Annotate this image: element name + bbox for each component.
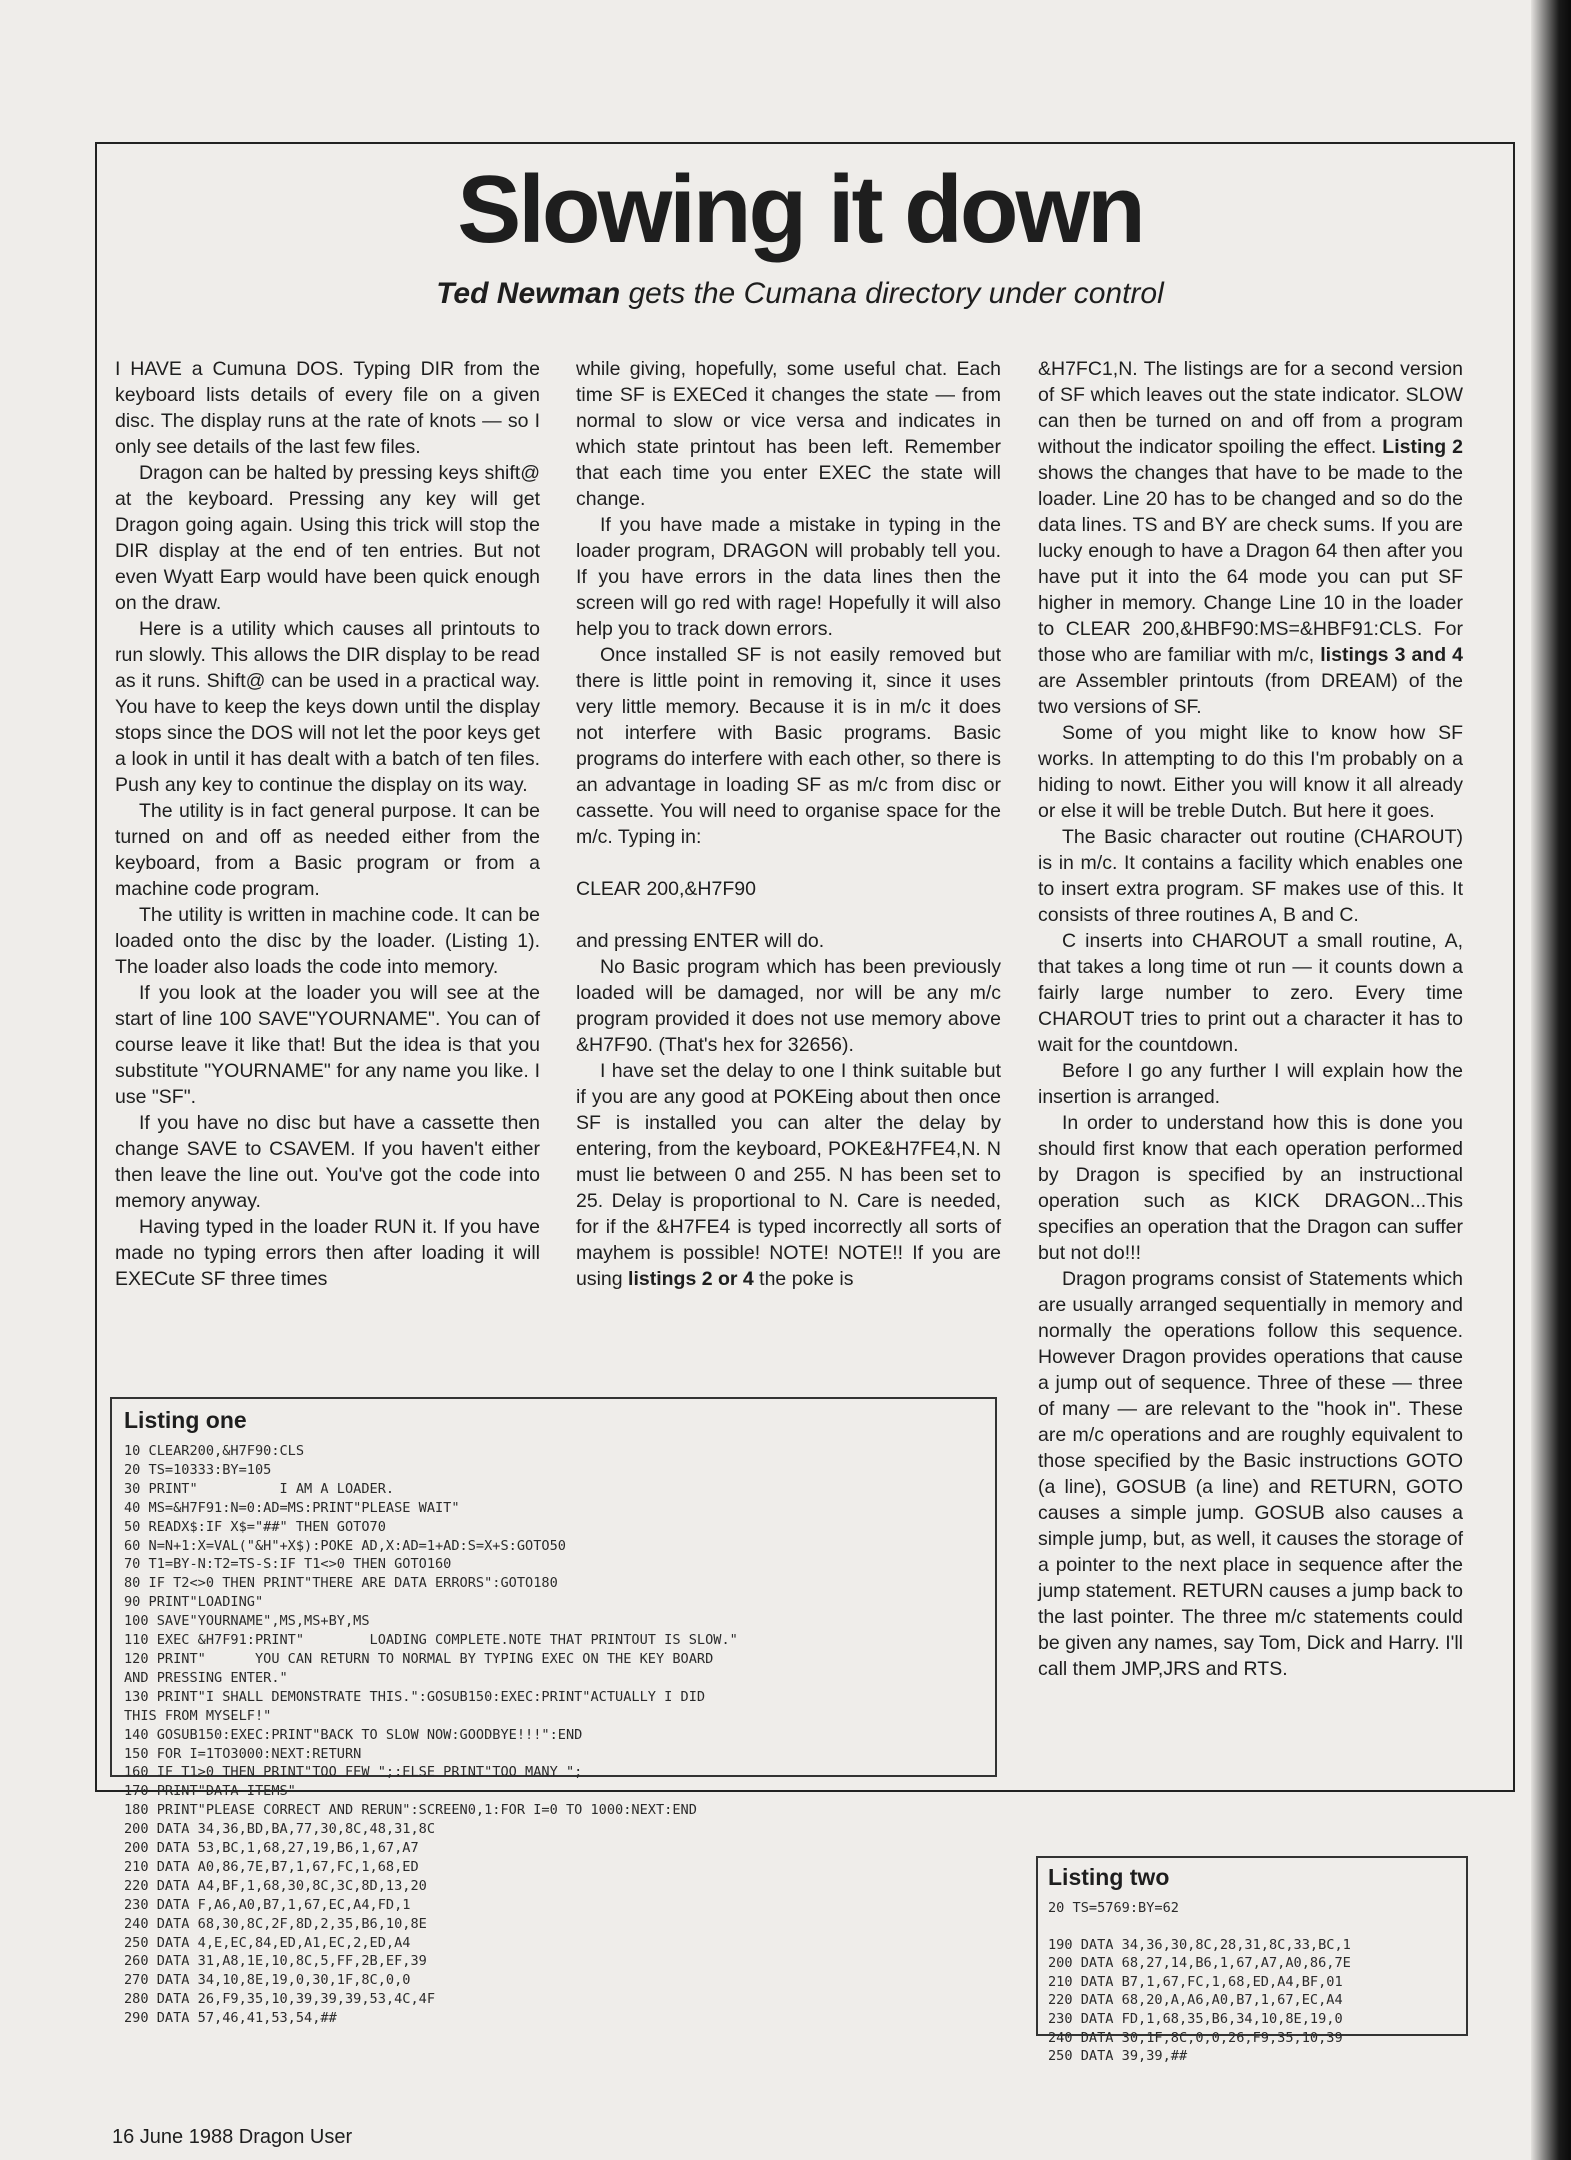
byline-text: gets the Cumana directory under control (620, 277, 1164, 310)
paragraph: If you have made a mistake in typing in the loader program, DRAGON will probably tell you. If you have errors in the data lines then the screen will go red with rage! Hopefully it will also help you to track down errors. (576, 514, 1001, 640)
paragraph: If you look at the loader you will see at the start of line 100 SAVE"YOURNAME". You can of course leave it like that! But the idea is that you substitute "YOURNAME" for any name you like. I use "SF". (115, 982, 540, 1108)
paragraph: No Basic program which has been previously loaded will be damaged, nor will be any m/c program provided it does not use memory above &H7F90. (That's hex for 32656). (576, 956, 1001, 1056)
code-line: 280 DATA 26,F9,35,10,39,39,39,53,4C,4F (124, 1991, 435, 2008)
code-line: 150 FOR I=1TO3000:NEXT:RETURN (124, 1745, 362, 1762)
code-line: 40 MS=&H7F91:N=0:AD=MS:PRINT"PLEASE WAIT" (124, 1499, 460, 1516)
column-3 (1038, 356, 1463, 1682)
paragraph: The Basic character out routine (CHAROUT) is in m/c. It contains a facility which enables one to insert extra program. SF makes use of this. It consists of three routines A, B and C. (1038, 826, 1463, 926)
code-line: 110 EXEC &H7F91:PRINT" LOADING COMPLETE.NOTE THAT PRINTOUT IS SLOW." (124, 1632, 738, 1649)
paragraph: Dragon programs consist of Statements which are usually arranged sequentially in memory and normally the operations follow this sequence. However Dragon provides operations that cause a jump out of sequence. Three of these — three of many — are relevant to the "hook in". These are m/c operations and are roughly equivalent to those specified by the Basic instructions GOTO (a line), GOSUB (a line) and RETURN, GOTO causes a simple jump. GOSUB also causes a simple jump, but, as well, it causes the storage of a pointer to the next place in sequence after the jump statement. RETURN causes a jump back to the last pointer. The three m/c statements could be given any names, say Tom, Dick and Harry. I'll call them JMP,JRS and RTS. (1038, 1268, 1463, 1680)
paragraph-text: I have set the delay to one I think suitable but if you are any good at POKEing about then once SF is installed you can alter the delay by entering, from the keyboard, POKE&H7FE4,N. N must lie between 0 and 255. N has been set to 25. Delay is proportional to N. Care is needed, for if the &H7FE4 is typed incorrectly all sorts of mayhem is possible! NOTE! NOTE!! If you are using (576, 1060, 1001, 1290)
byline-author: Ted Newman (436, 277, 621, 310)
paragraph: Having typed in the loader RUN it. If you have made no typing errors then after loading it will EXECute SF three times (115, 1216, 540, 1290)
listing-two-heading: Listing two (1048, 1864, 1170, 1890)
code-line: 220 DATA 68,20,A,A6,A0,B7,1,67,EC,A4 (1048, 1992, 1343, 2009)
code-line: 240 DATA 30,1F,8C,0,0,26,F9,35,10,39 (1048, 2029, 1343, 2046)
code-line: 220 DATA A4,BF,1,68,30,8C,3C,8D,13,20 (124, 1877, 427, 1894)
bold-reference: Listing 2 (1382, 436, 1463, 458)
paragraph: Dragon can be halted by pressing keys shift@ at the keyboard. Pressing any key will get Dragon going again. Using this trick will stop the DIR display at the end of ten entries. But not even Wyatt Earp would have been quick enough on the draw. (115, 462, 540, 614)
code-line: 190 DATA 34,36,30,8C,28,31,8C,33,BC,1 (1048, 1936, 1351, 1953)
code-line: 270 DATA 34,10,8E,19,0,30,1F,8C,0,0 (124, 1972, 411, 1989)
code-line: 200 DATA 68,27,14,B6,1,67,A7,A0,86,7E (1048, 1955, 1351, 1972)
code-line: 250 DATA 4,E,EC,84,ED,A1,EC,2,ED,A4 (124, 1934, 411, 1951)
bold-reference: listings 2 or 4 (628, 1268, 754, 1290)
code-line: 140 GOSUB150:EXEC:PRINT"BACK TO SLOW NOW:GOODBYE!!!":END (124, 1726, 583, 1743)
page-footer: 16 June 1988 Dragon User (112, 2126, 353, 2148)
code-line: 200 DATA 34,36,BD,BA,77,30,8C,48,31,8C (124, 1821, 435, 1838)
paragraph (576, 1058, 1001, 1292)
column-2 (576, 356, 1001, 1292)
code-line: 120 PRINT" YOU CAN RETURN TO NORMAL BY TYPING EXEC ON THE KEY BOARD (124, 1650, 714, 1667)
code-line: 100 SAVE"YOURNAME",MS,MS+BY,MS (124, 1613, 370, 1630)
code-line: 50 READX$:IF X$="##" THEN GOTO70 (124, 1518, 386, 1535)
paragraph-text: the poke is (753, 1268, 854, 1290)
page-edge-shadow (1531, 0, 1571, 2160)
code-line: 160 IF T1>0 THEN PRINT"TOO FEW ";:ELSE PRINT"TOO MANY "; (124, 1764, 583, 1781)
listing-one-box (110, 1397, 997, 2027)
listing-one-heading: Listing one (124, 1407, 247, 1433)
paragraph: The utility is in fact general purpose. It can be turned on and off as needed either from the keyboard, from a Basic program or from a machine code program. (115, 800, 540, 900)
code-line: 20 TS=10333:BY=105 (124, 1461, 272, 1478)
code-line: 230 DATA FD,1,68,35,B6,34,10,8E,19,0 (1048, 2010, 1343, 2027)
code-line: THIS FROM MYSELF!" (124, 1707, 272, 1724)
code-line: 260 DATA 31,A8,1E,10,8C,5,FF,2B,EF,39 (124, 1953, 427, 1970)
code-line: 70 T1=BY-N:T2=TS-S:IF T1<>0 THEN GOTO160 (124, 1556, 452, 1573)
listing-two-box (1036, 1856, 1468, 2065)
code-line: 180 PRINT"PLEASE CORRECT AND RERUN":SCREEN0,1:FOR I=0 TO 1000:NEXT:END (124, 1802, 697, 1819)
paragraph: If you have no disc but have a cassette then change SAVE to CSAVEM. If you haven't either then leave the line out. You've got the code into memory anyway. (115, 1112, 540, 1212)
code-line: 170 PRINT"DATA ITEMS" (124, 1783, 296, 1800)
code-line: 250 DATA 39,39,## (1048, 2048, 1188, 2065)
paragraph-text: are Assembler printouts (from DREAM) of the two versions of SF. (1038, 670, 1463, 718)
code-line: AND PRESSING ENTER." (124, 1669, 288, 1686)
paragraph: I HAVE a Cumuna DOS. Typing DIR from the keyboard lists details of every file on a given disc. The display runs at the rate of knots — so I only see details of the last few files. (115, 358, 540, 458)
code-line: 240 DATA 68,30,8C,2F,8D,2,35,B6,10,8E (124, 1915, 427, 1932)
code-line: 200 DATA 53,BC,1,68,27,19,B6,1,67,A7 (124, 1840, 419, 1857)
listing-two-first-line: 20 TS=5769:BY=62 (1048, 1900, 1179, 1916)
paragraph-text: shows the changes that have to be made to the loader. Line 20 has to be changed and so do the data lines. TS and BY are check sums. If you are lucky enough to have a Dragon 64 then after you have put it into the 64 mode you can put SF higher in memory. Change Line 10 in the loader to CLEAR 200,&HBF90:MS=&HBF91:CLS. For those who are familiar with m/c, (1038, 462, 1463, 666)
article-title: Slowing it down (457, 156, 1143, 263)
listing-two-code (1048, 1936, 1456, 2066)
code-line: 10 CLEAR200,&H7F90:CLS (124, 1443, 305, 1459)
code-line: 30 PRINT" I AM A LOADER. (124, 1480, 395, 1497)
column-1 (115, 356, 540, 1292)
code-inline-paragraph: CLEAR 200,&H7F90 (576, 878, 756, 900)
code-line: 290 DATA 57,46,41,53,54,## (124, 2010, 337, 2027)
code-line: 130 PRINT"I SHALL DEMONSTRATE THIS.":GOSUB150:EXEC:PRINT"ACTUALLY I DID (124, 1688, 706, 1705)
paragraph: Some of you might like to know how SF works. In attempting to do this I'm probably on a hiding to nowt. Either you will know it all already or else it will be treble Dutch. But here it goes. (1038, 722, 1463, 822)
paragraph-text: &H7FC1,N. The listings are for a second version of SF which leaves out the state indicator. SLOW can then be turned on and off from a program without the indicator spoiling the effect. (1038, 358, 1463, 458)
paragraph: Once installed SF is not easily removed but there is little point in removing it, since it uses very little memory. Because it is in m/c it does not interfere with Basic programs. Basic programs do interfere with each other, so there is an advantage in loading SF as m/c from disc or cassette. You will need to organise space for the m/c. Typing in: (576, 644, 1001, 848)
paragraph (1038, 356, 1463, 720)
article-byline (300, 277, 1300, 311)
paragraph: C inserts into CHAROUT a small routine, A, that takes a long time ot run — it counts down a fairly large number to zero. Every time CHAROUT tries to print out a character it has to wait for the countdown. (1038, 930, 1463, 1056)
code-line: 80 IF T2<>0 THEN PRINT"THERE ARE DATA ERRORS":GOTO180 (124, 1575, 558, 1592)
code-line: 210 DATA A0,86,7E,B7,1,67,FC,1,68,ED (124, 1858, 419, 1875)
code-line: 210 DATA B7,1,67,FC,1,68,ED,A4,BF,01 (1048, 1973, 1343, 1990)
paragraph: Here is a utility which causes all printouts to run slowly. This allows the DIR display to be read as it runs. Shift@ can be used in a practical way. You have to keep the keys down until the display stops since the DOS will not let the poor keys get a look in until it has dealt with a batch of ten files. Push any key to continue the display on its way. (115, 618, 540, 796)
bold-reference: listings 3 and 4 (1320, 644, 1464, 666)
paragraph: In order to understand how this is done you should first know that each operation performed by Dragon is specified by an instructional operation such as KICK DRAGON...This specifies an operation that the Dragon can suffer but not do!!! (1038, 1112, 1463, 1264)
code-line: 90 PRINT"LOADING" (124, 1594, 264, 1611)
paragraph: and pressing ENTER will do. (576, 930, 825, 952)
code-line: 60 N=N+1:X=VAL("&H"+X$):POKE AD,X:AD=1+AD:S=X+S:GOTO50 (124, 1537, 566, 1554)
paragraph: Before I go any further I will explain how the insertion is arranged. (1038, 1060, 1463, 1108)
paragraph: while giving, hopefully, some useful chat. Each time SF is EXECed it changes the state — from normal to slow or vice versa and indicates in which state printout has been left. Remember that each time you enter EXEC the state will change. (576, 358, 1001, 510)
listing-one-code (124, 1442, 983, 2028)
paragraph: The utility is written in machine code. It can be loaded onto the disc by the loader. (Listing 1). The loader also loads the code into memory. (115, 904, 540, 978)
code-line: 230 DATA F,A6,A0,B7,1,67,EC,A4,FD,1 (124, 1896, 411, 1913)
